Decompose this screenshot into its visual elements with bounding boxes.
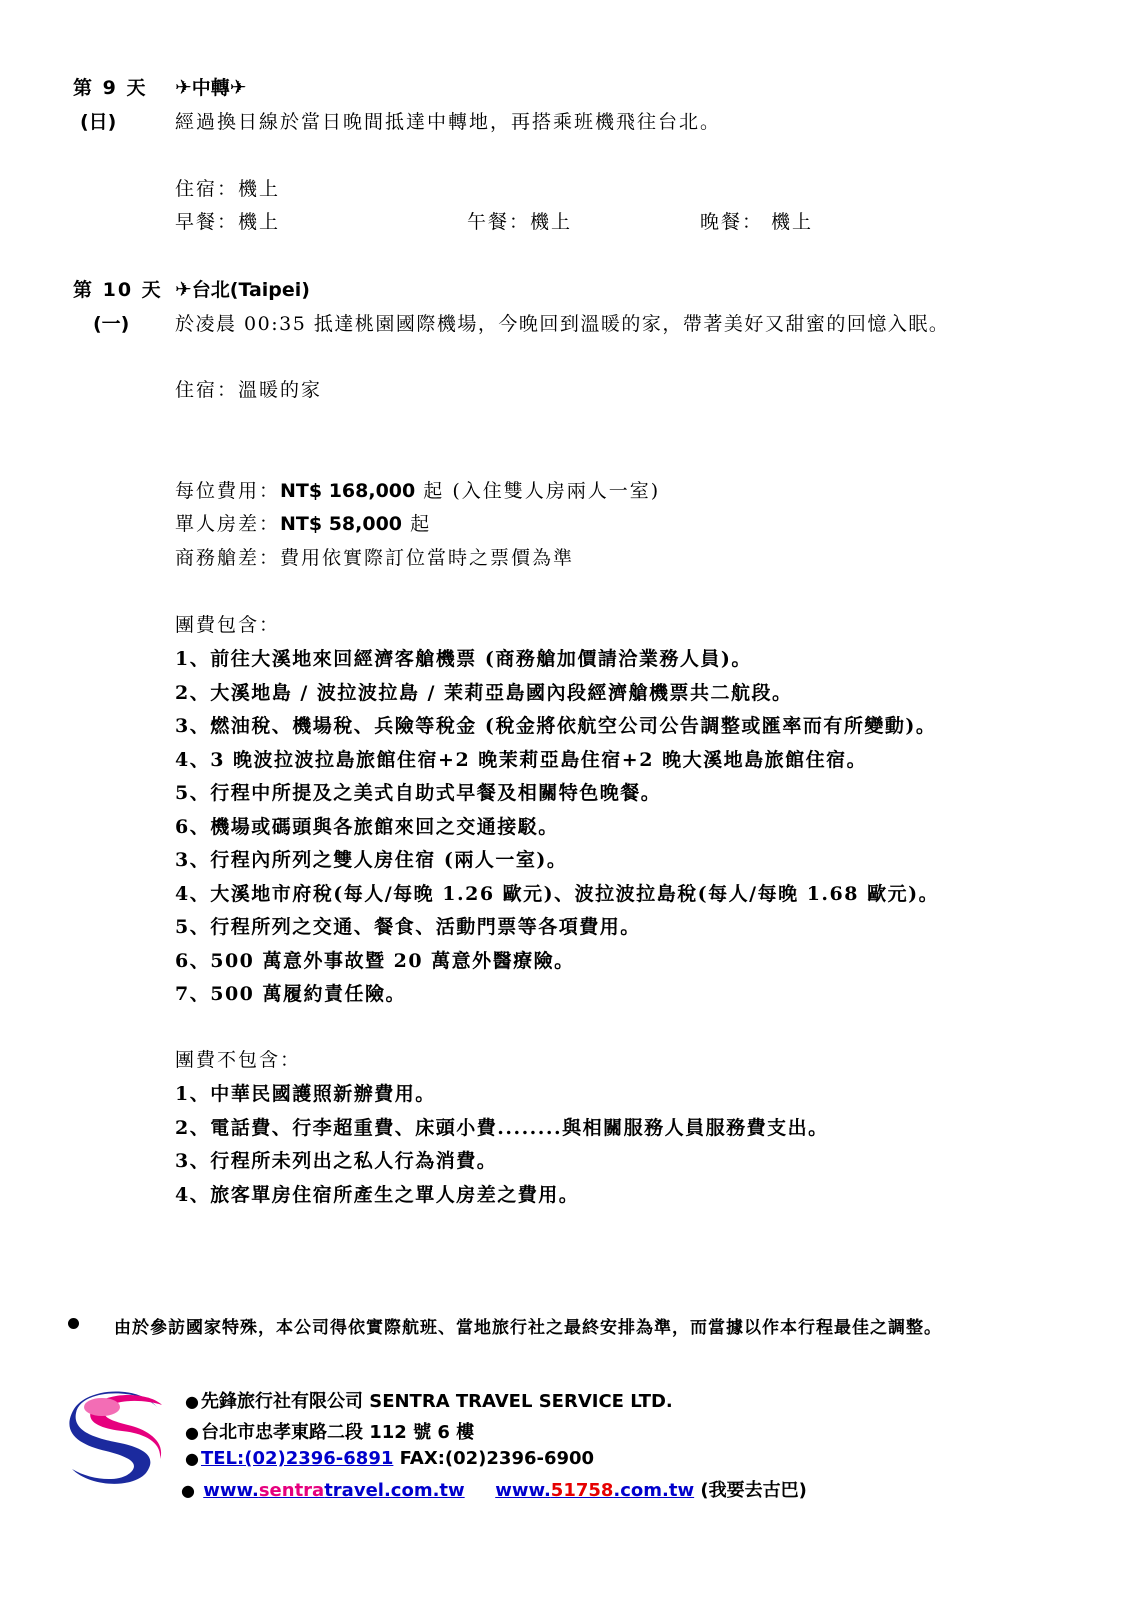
excluded-item: 2、電話費、行李超重費、床頭小費........與相關服務人員服務費支出。 <box>175 1116 829 1139</box>
included-item: 4、大溪地市府稅(每人/每晚 1.26 歐元)、波拉波拉島稅(每人/每晚 1.68 歐元)。 <box>175 882 940 905</box>
included-item: 4、3 晚波拉波拉島旅館住宿+2 晚茉莉亞島住宿+2 晚大溪地島旅館住宿。 <box>175 748 868 771</box>
airplane-icon: ✈ <box>229 75 247 99</box>
day10-weekday: (一) <box>93 313 130 335</box>
footer-company: ● 先鋒旅行社有限公司 SENTRA TRAVEL SERVICE LTD. <box>185 1391 673 1412</box>
sentra-logo-icon <box>62 1385 172 1495</box>
excluded-item: 1、中華民國護照新辦費用。 <box>175 1083 436 1105</box>
day9-breakfast: 早餐：機上 <box>175 211 281 233</box>
included-heading: 團費包含： <box>175 614 281 636</box>
included-item: 5、行程中所提及之美式自助式早餐及相關特色晚餐。 <box>175 782 662 804</box>
day10-lodging: 住宿：溫暖的家 <box>175 379 323 401</box>
51758-website-link[interactable]: www.51758.com.tw <box>495 1480 695 1501</box>
airplane-icon: ✈ <box>175 277 192 301</box>
day9-description: 經過換日線於當日晚間抵達中轉地，再搭乘班機飛往台北。 <box>175 111 722 133</box>
footer-websites: ● www.sentratravel.com.tw www.51758.com.tw (我要去古巴) <box>181 1480 807 1501</box>
tel-link[interactable]: TEL:(02)2396-6891 <box>200 1448 394 1469</box>
day9-lodging: 住宿：機上 <box>175 178 281 200</box>
day9-label: 第 9 天 <box>73 77 148 99</box>
day9-title <box>175 73 247 100</box>
day10-description: 於凌晨 00:35 抵達桃園國際機場，今晚回到溫暖的家，帶著美好又甜蜜的回憶入眠。 <box>175 313 950 335</box>
day10-title <box>175 275 310 302</box>
included-item: 7、500 萬履約責任險。 <box>175 983 406 1005</box>
price-single-supplement: 單人房差：NT$ 58,000 起 <box>175 513 432 535</box>
included-item: 3、燃油稅、機場稅、兵險等稅金 (稅金將依航空公司公告調整或匯率而有所變動)。 <box>175 715 937 737</box>
notice-text: 由於參訪國家特殊，本公司得依實際航班、當地旅行社之最終安排為準，而當據以作本行程最佳之調整。 <box>114 1318 942 1338</box>
day10-label: 第 10 天 <box>73 279 163 301</box>
bullet-icon: ● <box>185 1449 199 1468</box>
notice-bullet <box>68 1318 79 1329</box>
day9-title-text: 中轉 <box>191 77 230 99</box>
excluded-item: 4、旅客單房住宿所產生之單人房差之費用。 <box>175 1183 580 1206</box>
day9-weekday: (日) <box>80 111 117 133</box>
bullet-icon: ● <box>185 1392 199 1411</box>
price-per-person: 每位費用：NT$ 168,000 起 (入住雙人房兩人一室) <box>175 480 661 502</box>
sentra-website-link[interactable]: www.sentratravel.com.tw <box>203 1480 465 1501</box>
day9-dinner: 晚餐： 機上 <box>700 211 814 233</box>
bullet-icon: ● <box>181 1481 195 1500</box>
footer-contact: ● TEL:(02)2396-6891 FAX:(02)2396-6900 <box>185 1448 595 1469</box>
excluded-heading: 團費不包含： <box>175 1049 302 1071</box>
excluded-item: 3、行程所未列出之私人行為消費。 <box>175 1150 498 1172</box>
included-item: 3、行程內所列之雙人房住宿 (兩人一室)。 <box>175 849 568 871</box>
bullet-icon: ● <box>185 1423 199 1442</box>
included-item: 1、前往大溪地來回經濟客艙機票 (商務艙加價請洽業務人員)。 <box>175 648 752 670</box>
day9-lunch: 午餐：機上 <box>467 211 573 233</box>
included-item: 6、機場或碼頭與各旅館來回之交通接駁。 <box>175 815 559 838</box>
day10-title-text: 台北(Taipei) <box>191 279 310 301</box>
price-business-class: 商務艙差：費用依實際訂位當時之票價為準 <box>175 547 575 569</box>
included-item: 5、行程所列之交通、餐食、活動門票等各項費用。 <box>175 916 641 938</box>
included-item: 2、大溪地島 / 波拉波拉島 / 茉莉亞島國內段經濟艙機票共二航段。 <box>175 681 793 704</box>
included-item: 6、500 萬意外事故暨 20 萬意外醫療險。 <box>175 949 575 972</box>
airplane-icon: ✈ <box>175 75 192 99</box>
footer-address: ● 台北市忠孝東路二段 112 號 6 樓 <box>185 1422 475 1443</box>
company-logo <box>62 1385 172 1499</box>
